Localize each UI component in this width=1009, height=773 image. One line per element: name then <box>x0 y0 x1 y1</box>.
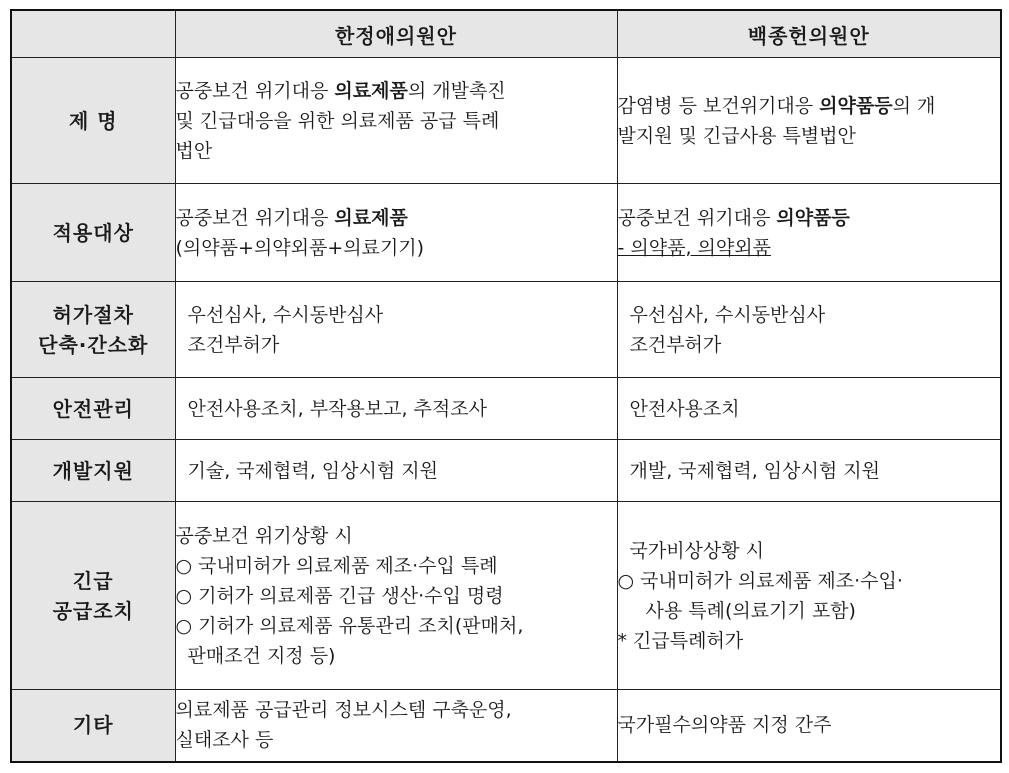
safety-han <box>175 378 617 440</box>
scope-han <box>175 184 617 282</box>
text: (의약품+의약외품+의료기기) <box>175 236 425 259</box>
text: 조건부허가 <box>187 333 280 356</box>
row-label-approval <box>11 282 175 378</box>
text: 사용 특례(의료기기 포함) <box>645 599 856 622</box>
text: 안전사용조치 <box>629 397 740 420</box>
text: 국가필수의약품 지정 간주 <box>617 714 832 737</box>
row-scope <box>11 184 1001 282</box>
text: 의료제품 공급관리 정보시스템 구축운영, <box>175 699 512 722</box>
text-underlined: - 의약품, 의약외품 <box>617 236 771 259</box>
label-line: 허가절차 <box>52 302 134 327</box>
safety-baek <box>617 378 1001 440</box>
text: 판매조건 지정 등) <box>187 644 336 667</box>
scope-baek <box>617 184 1001 282</box>
row-label-other: 기타 <box>11 690 175 762</box>
text-bold: 의약품등 <box>819 94 893 117</box>
text-bold: 의료제품 <box>334 206 408 229</box>
row-development <box>11 440 1001 502</box>
header-row <box>11 10 1001 58</box>
text: 우선심사, 수시동반심사 <box>629 303 826 326</box>
row-safety <box>11 378 1001 440</box>
label-line: 공급조치 <box>52 598 134 623</box>
text: 개발, 국제협력, 임상시험 지원 <box>629 459 880 482</box>
note-item: * 긴급특례허가 <box>617 629 744 652</box>
bullet-item: ○ 국내미허가 의료제품 제조·수입· <box>617 569 903 592</box>
text-bold: 의약품등 <box>776 206 850 229</box>
header-han-proposal: 한정애의원안 <box>175 10 617 58</box>
text-bold: 의료제품 <box>334 79 408 102</box>
approval-baek <box>617 282 1001 378</box>
text: 감염병 등 보건위기대응 <box>617 94 814 117</box>
text: 공중보건 위기대응 <box>175 206 329 229</box>
comparison-table <box>10 9 1002 763</box>
title-han <box>175 58 617 184</box>
text: 안전사용조치, 부작용보고, 추적조사 <box>187 397 487 420</box>
row-emergency <box>11 502 1001 690</box>
row-label-development: 개발지원 <box>11 440 175 502</box>
text: 우선심사, 수시동반심사 <box>187 303 384 326</box>
text: 공중보건 위기상황 시 <box>175 524 353 547</box>
text: 의 개발촉진 <box>407 79 506 102</box>
other-han <box>175 690 617 762</box>
header-corner-cell <box>11 10 175 58</box>
bullet-item: ○ 기허가 의료제품 긴급 생산·수입 명령 <box>175 584 504 607</box>
text: 조건부허가 <box>629 333 722 356</box>
emergency-baek <box>617 502 1001 690</box>
text: 법안 <box>175 139 213 162</box>
bullet-item: ○ 기허가 의료제품 유통관리 조치(판매처, <box>175 614 524 637</box>
row-label-scope: 적용대상 <box>11 184 175 282</box>
approval-han <box>175 282 617 378</box>
header-baek-proposal: 백종헌의원안 <box>617 10 1001 58</box>
title-baek <box>617 58 1001 184</box>
text: 공중보건 위기대응 <box>617 206 771 229</box>
emergency-han <box>175 502 617 690</box>
row-other <box>11 690 1001 762</box>
text: 발지원 및 긴급사용 특별법안 <box>617 124 856 147</box>
row-title <box>11 58 1001 184</box>
text: 국가비상상황 시 <box>629 539 765 562</box>
label-line: 단축·간소화 <box>38 332 149 357</box>
text: 공중보건 위기대응 <box>175 79 329 102</box>
text: 의 개 <box>892 94 936 117</box>
text: 기술, 국제협력, 임상시험 지원 <box>187 459 438 482</box>
label-line: 긴급 <box>72 568 114 593</box>
row-label-emergency <box>11 502 175 690</box>
row-label-title: 제 명 <box>11 58 175 184</box>
development-baek <box>617 440 1001 502</box>
other-baek <box>617 690 1001 762</box>
row-approval <box>11 282 1001 378</box>
text: 실태조사 등 <box>175 729 274 752</box>
development-han <box>175 440 617 502</box>
row-label-safety: 안전관리 <box>11 378 175 440</box>
bullet-item: ○ 국내미허가 의료제품 제조·수입 특례 <box>175 554 498 577</box>
text: 및 긴급대응을 위한 의료제품 공급 특례 <box>175 109 500 132</box>
